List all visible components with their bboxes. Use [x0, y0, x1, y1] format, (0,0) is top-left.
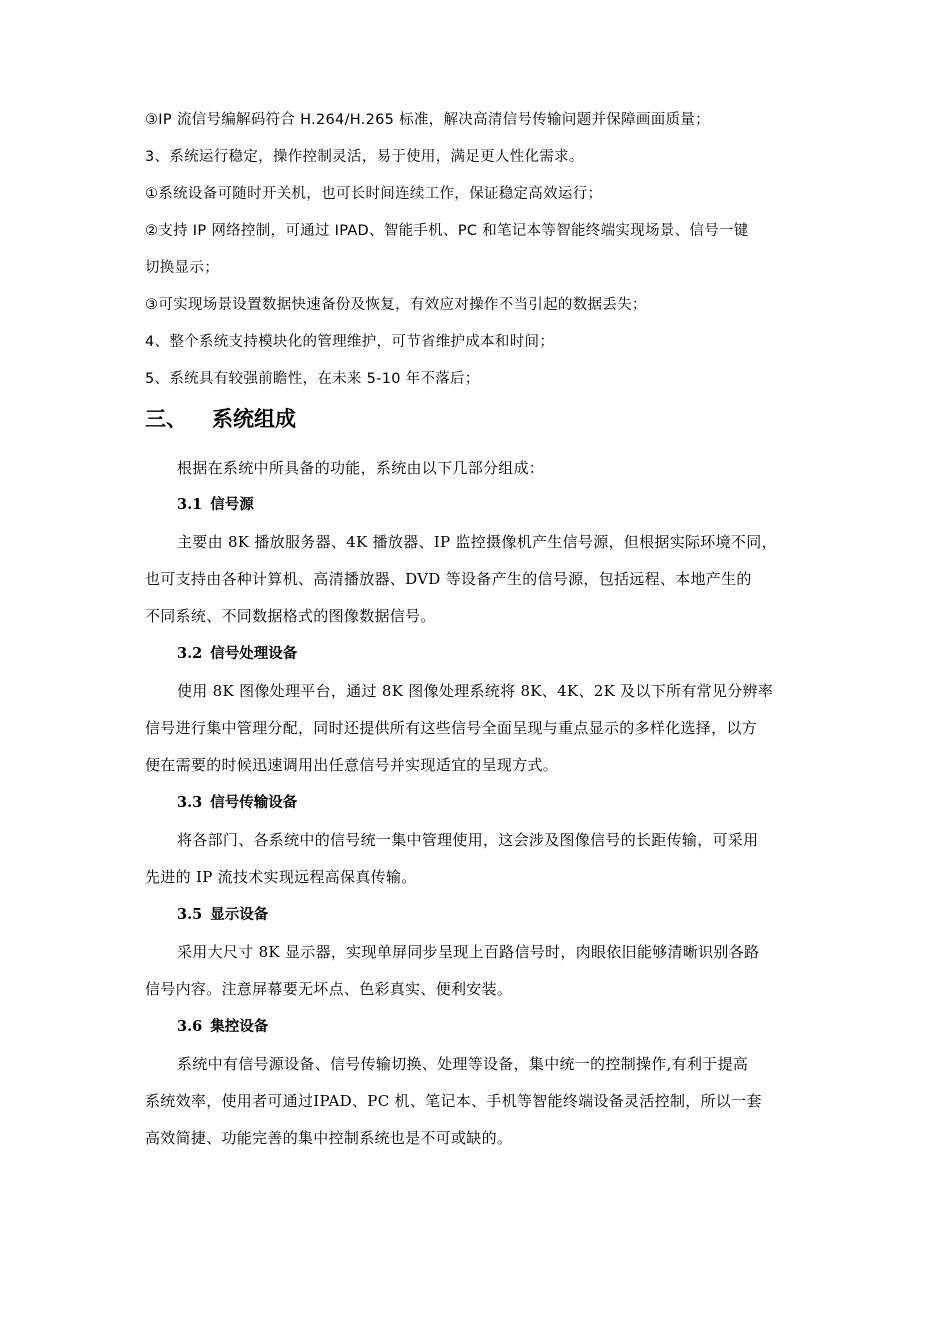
- paragraph-line: 系统效率，使用者可通过IPAD、PC 机、笔记本、手机等智能终端设备灵活控制，所以一套: [145, 1092, 762, 1110]
- subsection-heading: [177, 905, 268, 925]
- intro-line: 切换显示；: [145, 260, 219, 276]
- paragraph-line: 主要由 8K 播放服务器、4K 播放器、IP 监控摄像机产生信号源，但根据实际环境不同，: [177, 533, 777, 551]
- intro-line: ①系统设备可随时开关机，也可长时间连续工作，保证稳定高效运行；: [145, 186, 603, 202]
- subsection-heading: [177, 644, 297, 664]
- subsection-number: 3.5: [177, 906, 203, 923]
- intro-line: 4、整个系统支持模块化的管理维护，可节省维护成本和时间；: [145, 334, 555, 350]
- section-heading: [145, 404, 296, 434]
- paragraph-line: 将各部门、各系统中的信号统一集中管理使用，这会涉及图像信号的长距传输，可采用: [177, 831, 759, 849]
- section-number: 三、: [145, 407, 187, 431]
- paragraph-line: 也可支持由各种计算机、高清播放器、DVD 等设备产生的信号源，包括远程、本地产生的: [145, 570, 752, 588]
- intro-line: ②支持 IP 网络控制，可通过 IPAD、智能手机、PC 和笔记本等智能终端实现场景、信号一键: [145, 223, 749, 239]
- subsection-title: 显示设备: [210, 906, 269, 923]
- intro-line: 3、系统运行稳定，操作控制灵活，易于使用，满足更人性化需求。: [145, 149, 584, 165]
- subsection-heading: [177, 495, 254, 515]
- paragraph-line: 采用大尺寸 8K 显示器，实现单屏同步呈现上百路信号时，肉眼依旧能够清晰识别各路: [177, 943, 760, 961]
- paragraph-line: 高效简捷、功能完善的集中控制系统也是不可或缺的。: [145, 1129, 513, 1147]
- subsection-heading: [177, 1017, 268, 1037]
- section-intro: 根据在系统中所具备的功能，系统由以下几部分组成：: [177, 459, 545, 477]
- subsection-heading: [177, 793, 297, 813]
- subsection-title: 信号处理设备: [210, 645, 298, 662]
- paragraph-line: 使用 8K 图像处理平台，通过 8K 图像处理系统将 8K、4K、2K 及以下所有常见分辨率: [177, 682, 774, 700]
- paragraph-line: 先进的 IP 流技术实现远程高保真传输。: [145, 868, 417, 886]
- intro-line: ③IP 流信号编解码符合 H.264/H.265 标准，解决高清信号传输问题并保障画面质量；: [145, 112, 710, 128]
- subsection-number: 3.2: [177, 645, 203, 662]
- paragraph-line: 便在需要的时候迅速调用出任意信号并实现适宜的呈现方式。: [145, 756, 559, 774]
- paragraph-line: 信号进行集中管理分配，同时还提供所有这些信号全面呈现与重点显示的多样化选择，以方: [145, 719, 758, 737]
- subsection-number: 3.3: [177, 794, 203, 811]
- paragraph-line: 不同系统、不同数据格式的图像数据信号。: [145, 607, 436, 625]
- paragraph-line: 信号内容。注意屏幕要无坏点、色彩真实、便利安装。: [145, 980, 513, 998]
- intro-line: 5、系统具有较强前瞻性，在未来 5-10 年不落后；: [145, 371, 480, 387]
- subsection-number: 3.6: [177, 1018, 203, 1035]
- subsection-title: 信号源: [210, 496, 254, 513]
- subsection-number: 3.1: [177, 496, 203, 513]
- paragraph-line: 系统中有信号源设备、信号传输切换、处理等设备，集中统一的控制操作,有利于提高: [177, 1055, 749, 1073]
- subsection-title: 信号传输设备: [210, 794, 298, 811]
- subsection-title: 集控设备: [210, 1018, 269, 1035]
- section-title: 系统组成: [212, 407, 296, 431]
- intro-line: ③可实现场景设置数据快速备份及恢复，有效应对操作不当引起的数据丢失；: [145, 297, 647, 313]
